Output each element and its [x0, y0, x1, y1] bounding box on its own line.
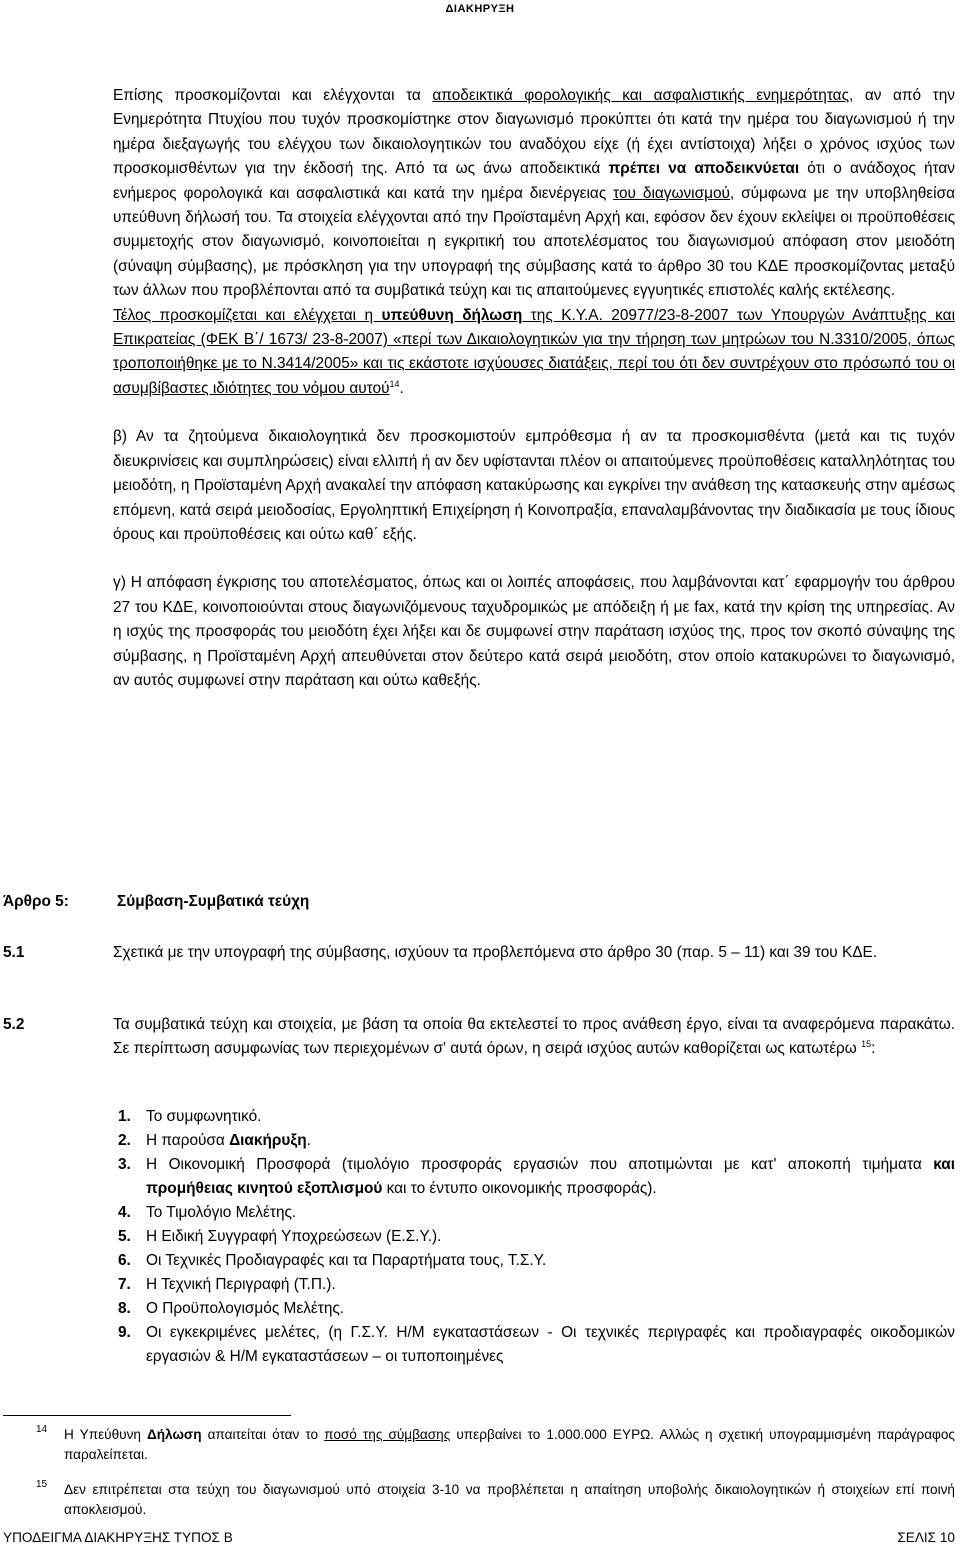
section-number: 5.2 [3, 1016, 25, 1033]
section-number: 5.1 [3, 944, 25, 961]
paragraph-c: γ) Η απόφαση έγκρισης του αποτελέσματος, όπως και οι λοιπές αποφάσεις, που λαμβάνονται κατ΄ εφαρμογήν του άρθρου 27 του ΚΔΕ, κοινοποιούνται στους διαγωνιζόμενους ταχυδρομικώς με απόδειξη ή με fax, κατά την κρίση της υπηρεσίας. Αν η ισχύς της προσφοράς του μειοδότη έχει λήξει και δε συμφωνεί στην παράταση ισχύος της, προς τον σκοπό σύναψης της σύμβασης, η Προϊσταμένη Αρχή απευθύνεται στον δεύτερο κατά σειρά μειοδότη, στον οποίο κατακυρώνει το διαγωνισμό, αν αυτός συμφωνεί στην παράταση και ούτω καθεξής. [113, 574, 955, 689]
section-text: Σχετικά με την υπογραφή της σύμβασης, ισχύουν τα προβλεπόμενα στο άρθρο 30 (παρ. 5 – 11) και 39 του ΚΔΕ. [113, 944, 878, 961]
footnote-14 [3, 1425, 955, 1465]
footnote-text: Δεν επιτρέπεται στα τεύχη του διαγωνισμού υπό στοιχεία 3-10 να προβλέπεται η απαίτηση υποβολής δικαιολογητικών ή στοιχείων επί ποινή αποκλεισμού. [64, 1482, 955, 1517]
list-item: 8. Ο Προϋπολογισμός Μελέτης. [118, 1300, 345, 1317]
list-item: 7. Η Τεχνική Περιγραφή (Τ.Π.). [118, 1276, 336, 1293]
list-item: 3. Η Οικονομική Προσφορά (τιμολόγιο προσφοράς εργασιών που αποτιμώνται με κατ' αποκοπή τιμήματα και προμήθειας κινητού εξοπλισμού και το έντυπο οικονομικής προσφοράς). [118, 1156, 955, 1197]
footer-page-number: ΣΕΛΙΣ 10 [897, 1530, 955, 1545]
footnote-mark: 14 [36, 1424, 48, 1435]
section-text: Τα συμβατικά τεύχη και στοιχεία, με βάση τα οποία θα εκτελεστεί το προς ανάθεση έργο, είναι τα αναφερόμενα παρακάτω. Σε περίπτωση ασυμφωνίας των περιεχομένων σ' αυτά όρων, η σειρά ισχύος αυτών καθορίζεται ως κατωτέρω $^{15}$: [113, 1016, 955, 1057]
article-title: Σύμβαση-Συμβατικά τεύχη [117, 893, 310, 910]
footer-doc-title: ΥΠΟΔΕΙΓΜΑ ΔΙΑΚΗΡΥΞΗΣ ΤΥΠΟΣ Β [3, 1530, 233, 1545]
footnote-divider [3, 1415, 291, 1416]
list-item: 2. Η παρούσα Διακήρυξη. [118, 1132, 311, 1149]
footnote-text: Η Υπεύθυνη Δήλωση απαιτείται όταν το ποσό της σύμβασης υπερβαίνει το 1.000.000 ΕΥΡΩ. Αλλώς η σχετική υπογραμμισμένη παράγραφος παραλείπεται. [64, 1427, 955, 1462]
footnote-15 [3, 1480, 955, 1520]
list-item: 6. Οι Τεχνικές Προδιαγραφές και τα Παραρτήματα τους, Τ.Σ.Υ. [118, 1252, 547, 1269]
main-content [113, 84, 955, 693]
contract-documents-list [118, 1105, 955, 1369]
paragraph-declaration: Τέλος προσκομίζεται και ελέγχεται η υπεύθυνη δήλωση της Κ.Υ.Α. 20977/23-8-2007 των Υπουργών Ανάπτυξης και Επικρατείας (ΦΕΚ Β΄/ 1673/ 23-8-2007) «περί των Δικαιολογητικών για την τήρηση των μητρώων του Ν.3310/2005, όπως τροποποιήθηκε με το Ν.3414/2005» και τις εκάστοτε ισχύουσες διατάξεις, περί του ότι δεν συντρέχουν στο πρόσωπό του οι ασυμβίβαστες ιδιότητες του νόμου αυτού$^{14}$. [113, 306, 955, 397]
paragraph-b: β) Αν τα ζητούμενα δικαιολογητικά δεν προσκομιστούν εμπρόθεσμα ή αν τα προσκομισθέντα (μετά και τις τυχόν διευκρινίσεις και συμπληρώσεις) είναι ελλιπή ή αν δεν υφίστανται πλέον οι απαιτούμενες προϋποθέσεις καταλληλότητας του μειοδότη, η Προϊσταμένη Αρχή ανακαλεί την απόφαση κατακύρωσης και εγκρίνει την ανάθεση της κατασκευής στην αμέσως επόμενη, κατά σειρά μειοδοσίας, Εργοληπτική Επιχείρηση ή Κοινοπραξία, επαναλαμβάνοντας την διαδικασία με τους ίδιους όρους και προϋποθέσεις και ούτω καθ΄ εξής. [113, 428, 955, 543]
footnote-ref-15: 15 [861, 1038, 872, 1049]
article-number: Άρθρο 5: [3, 893, 69, 910]
list-item: 4. Το Τιμολόγιο Μελέτης. [118, 1204, 297, 1221]
footnote-ref-14: 14 [389, 378, 400, 389]
list-item: 1. Το συμφωνητικό. [118, 1108, 262, 1125]
page-footer [3, 1530, 955, 1545]
list-item: 5. Η Ειδική Συγγραφή Υποχρεώσεων (Ε.Σ.Υ.). [118, 1228, 442, 1245]
paragraph-documents-check: Επίσης προσκομίζονται και ελέγχονται τα αποδεικτικά φορολογικής και ασφαλιστικής ενημερότητας, αν από την Ενημερότητα Πτυχίου που τυχόν προσκομίστηκε στον διαγωνισμό προκύπτει ότι κατά την ημέρα του διαγωνισμού ή την ημέρα διεξαγωγής του ελέγχου των δικαιολογητικών του αναδόχου είχε (ή έχει αντίστοιχα) λήξει ο χρόνος ισχύος των προσκομισθέντων για την έκδοσή της. Από τα ως άνω αποδεικτικά πρέπει να αποδεικνύεται ότι ο ανάδοχος ήταν ενήμερος φορολογικά και ασφαλιστικά και κατά την ημέρα διενέργειας του διαγωνισμού, σύμφωνα με την υποβληθείσα υπεύθυνη δήλωσή του. Τα στοιχεία ελέγχονται από την Προϊσταμένη Αρχή και, εφόσον δεν έχουν εκλείψει οι προϋποθέσεις συμμετοχής στον διαγωνισμό, κοινοποιείται η εγκριτική του αποτελέσματος του διαγωνισμού απόφαση στον μειοδότη (σύναψη σύμβασης), με πρόσκληση για την υπογραφή της σύμβασης κατά το άρθρο 30 του ΚΔΕ προσκομίζοντας μεταξύ των άλλων που προβλέπονται από τα συμβατικά τεύχη και τις απαιτούμενες εγγυητικές επιστολές καλής εκτέλεσης. [113, 87, 956, 300]
footnote-mark: 15 [36, 1479, 48, 1490]
list-item: 9. Οι εγκεκριμένες μελέτες, (η Γ.Σ.Υ. Η/Μ εγκαταστάσεων - Οι τεχνικές περιγραφές και προδιαγραφές οικοδομικών εργασιών & Η/Μ εγκαταστάσεων – οι τυποποιημένες [118, 1324, 955, 1365]
page-header: ΔΙΑΚΗΡΥΞΗ [445, 3, 515, 15]
